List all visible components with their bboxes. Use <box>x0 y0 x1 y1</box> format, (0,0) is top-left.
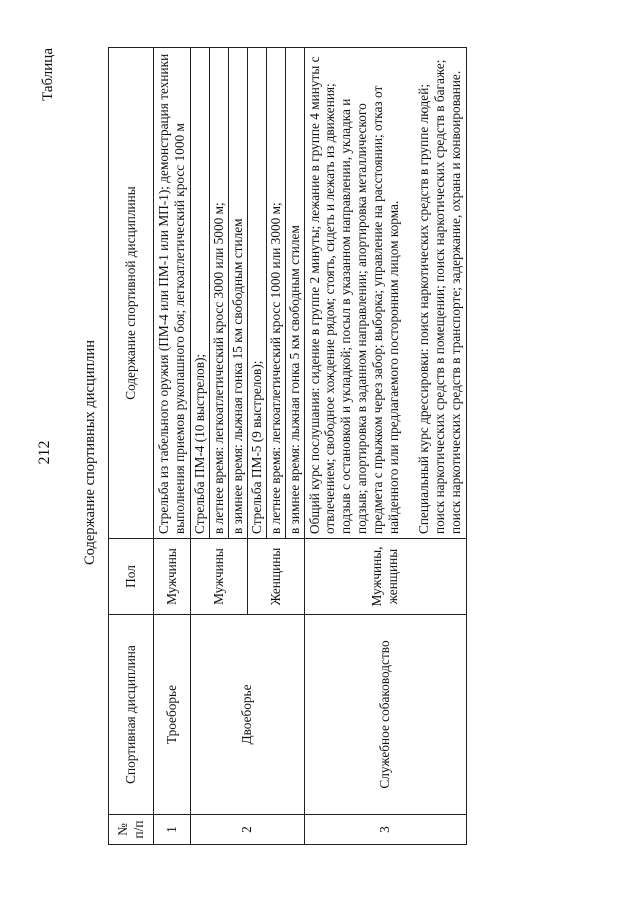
content-line: в летнее время: легкоатлетический кросс 3000 или 5000 м; <box>209 48 228 538</box>
row-content: Стрельба из табельного оружия (ПМ-4 или ПМ-1 или МП-1); демонстрация техники выполнения приемов рукопашного боя; легкоатлетический кросс 1000 м <box>153 48 190 539</box>
row-sex: Мужчины, женщины <box>304 539 467 615</box>
header-num: № п/п <box>109 815 154 845</box>
table-row <box>190 48 247 845</box>
page-number: 212 <box>36 440 53 465</box>
content-spacer <box>402 52 416 534</box>
content-general-course: Общий курс послушания: сидение в группе 2 минуты; лежание в группе 4 минуты с отвлечением; свободное хождение рядом; стоять, сидеть и лежать из движения; подзыв с остановкой и укладкой; посыл в указанном направлении, укладка и подзыв; апортировка в заданном направлении; апортировка металлического предмета с прыжком через забор; выборка; управление на расстоянии; отказ от найденного или предлагаемого посторонним лицом корма. <box>306 56 402 534</box>
content-special-course: Специальный курс дрессировки: поиск наркотических средств в группе людей; поиск наркотических средств в помещении; поиск наркотических средств в багаже; поиск наркотических средств в транспорте; задержание, охрана и конвоирование. <box>416 59 464 534</box>
table-caption: Таблица <box>40 48 56 101</box>
row-num: 2 <box>190 815 304 845</box>
row-discipline: Двоеборье <box>190 615 304 815</box>
row-content <box>304 48 467 539</box>
content-line: в летнее время: легкоатлетический кросс 1000 или 3000 м; <box>266 48 285 538</box>
header-content: Содержание спортивной дисциплины <box>109 48 154 539</box>
header-discipline: Спортивная дисциплина <box>109 615 154 815</box>
content-line: в зимнее время: лыжная гонка 15 км свободным стилем <box>228 48 247 538</box>
row-content <box>190 48 247 539</box>
row-discipline: Служебное собаководство <box>304 615 467 815</box>
row-sex: Женщины <box>247 539 304 615</box>
row-content <box>247 48 304 539</box>
row-sex: Мужчины <box>190 539 247 615</box>
table-title: Содержание спортивных дисциплин <box>82 339 98 566</box>
row-num: 3 <box>304 815 467 845</box>
table-row <box>153 48 190 845</box>
content-line: в зимнее время: лыжная гонка 5 км свободным стилем <box>285 48 304 538</box>
table-row <box>304 48 467 845</box>
header-sex: Пол <box>109 539 154 615</box>
row-sex: Мужчины <box>153 539 190 615</box>
disciplines-table <box>108 47 467 845</box>
row-num: 1 <box>153 815 190 845</box>
row-discipline: Троеборье <box>153 615 190 815</box>
table-header-row <box>109 48 154 845</box>
content-line: Стрельба ПМ-4 (10 выстрелов); <box>191 353 207 534</box>
content-line: Стрельба ПМ-5 (9 выстрелов); <box>248 360 264 534</box>
